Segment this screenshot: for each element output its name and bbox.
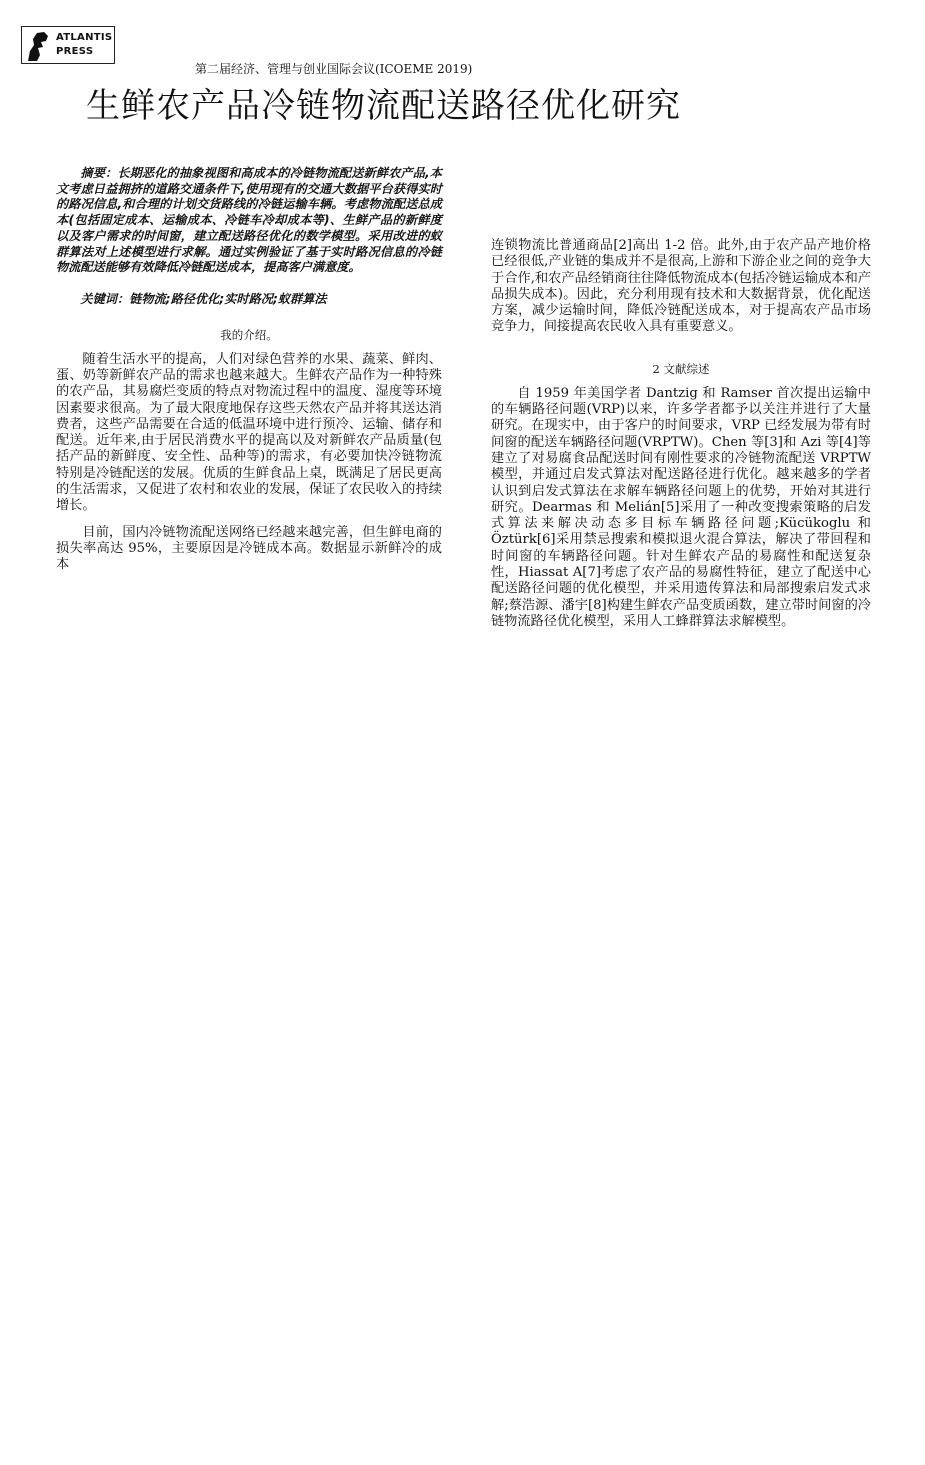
publisher-logo <box>21 26 115 64</box>
intro-paragraph-1: 随着生活水平的提高，人们对绿色营养的水果、蔬菜、鲜肉、蛋、奶等新鲜农产品的需求也越来越大。生鲜农产品作为一种特殊的农产品，其易腐烂变质的特点对物流过程中的温度、湿度等环境因素要求很高。为了最大限度地保存这些天然农产品并将其送达消费者，这些产品需要在合适的低温环境中进行预冷、运输、储存和配送。近年来,由于居民消费水平的提高以及对新鲜农产品质量(包括产品的新鲜度、安全性、品种等)的需求，有必要加快冷链物流特别是冷链配送的发展。优质的生鲜食品上桌，既满足了居民更高的生活需求，又促进了农村和农业的发展，保证了农民收入的持续增长。 <box>56 351 442 514</box>
logo-text <box>56 31 112 59</box>
logo-line1: ATLANTIS <box>56 32 113 43</box>
thinker-logo-icon <box>24 27 54 63</box>
abstract: 摘要：长期恶化的抽象视图和高成本的冷链物流配送新鲜农产品,本文考虑日益拥挤的道路交通条件下,使用现有的交通大数据平台获得实时的路况信息,和合理的计划交货路线的冷链运输车辆。考虑物流配送总成本(包括固定成本、运输成本、冷链车冷却成本等)、生鲜产品的新鲜度以及客户需求的时间窗，建立配送路径优化的数学模型。采用改进的蚁群算法对上述模型进行求解。通过实例验证了基于实时路况信息的冷链物流配送能够有效降低冷链配送成本，提高客户满意度。 <box>56 166 442 275</box>
logo-line2: PRESS <box>56 46 94 57</box>
intro-continued-paragraph: 连锁物流比普通商品[2]高出 1-2 倍。此外,由于农产品产地价格已经很低,产业链的集成并不是很高,上游和下游企业之间的竞争大于合作,和农产品经销商往往降低物流成本(包括冷链运输成本和产品损失成本)。因此，充分利用现有技术和大数据背景，优化配送方案，减少运输时间，降低冷链配送成本，对于提高农产品市场竞争力，间接提高农民收入具有重要意义。 <box>491 238 871 335</box>
left-column <box>56 166 442 573</box>
section-heading-review: 2 文献综述 <box>652 361 710 376</box>
paper-title: 生鲜农产品冷链物流配送路径优化研究 <box>86 86 681 126</box>
intro-paragraph-2: 目前，国内冷链物流配送网络已经越来越完善，但生鲜电商的损失率高达 95%，主要原因是冷链成本高。数据显示新鲜冷的成本 <box>56 524 442 573</box>
right-column <box>491 238 871 630</box>
conference-name: 第二届经济、管理与创业国际会议(ICOEME 2019) <box>195 62 473 76</box>
review-paragraph-1: 自 1959 年美国学者 Dantzig 和 Ramser 首次提出运输中的车辆路径问题(VRP)以来，许多学者都予以关注并进行了大量研究。在现实中，由于客户的时间要求，VRP 已经发展为带有时间窗的配送车辆路径问题(VRPTW)。Chen 等[3]和 Azi 等[4]等建立了对易腐食品配送时间有刚性要求的冷链物流配送 VRPTW 模型，并通过启发式算法对配送路径进行优化。越来越多的学者认识到启发式算法在求解车辆路径问题上的优势，开始对其进行研究。Dearmas 和 Melián[5]采用了一种改变搜索策略的启发式算法来解决动态多目标车辆路径问题;Kücükoglu 和 Öztürk[6]采用禁忌搜索和模拟退火混合算法，解决了带回程和时间窗的车辆路径问题。针对生鲜农产品的易腐性和配送复杂性，Hiassat A[7]考虑了农产品的易腐性特征，建立了配送中心配送路径问题的优化模型，并采用遗传算法和局部搜索启发式求解;蔡浩源、潘宇[8]构建生鲜农产品变质函数，建立带时间窗的冷链物流路径优化模型，采用人工蜂群算法求解模型。 <box>491 385 871 629</box>
section-heading-intro: 我的介绍。 <box>220 327 278 342</box>
keywords: 关键词：链物流;路径优化;实时路况;蚁群算法 <box>80 291 327 306</box>
